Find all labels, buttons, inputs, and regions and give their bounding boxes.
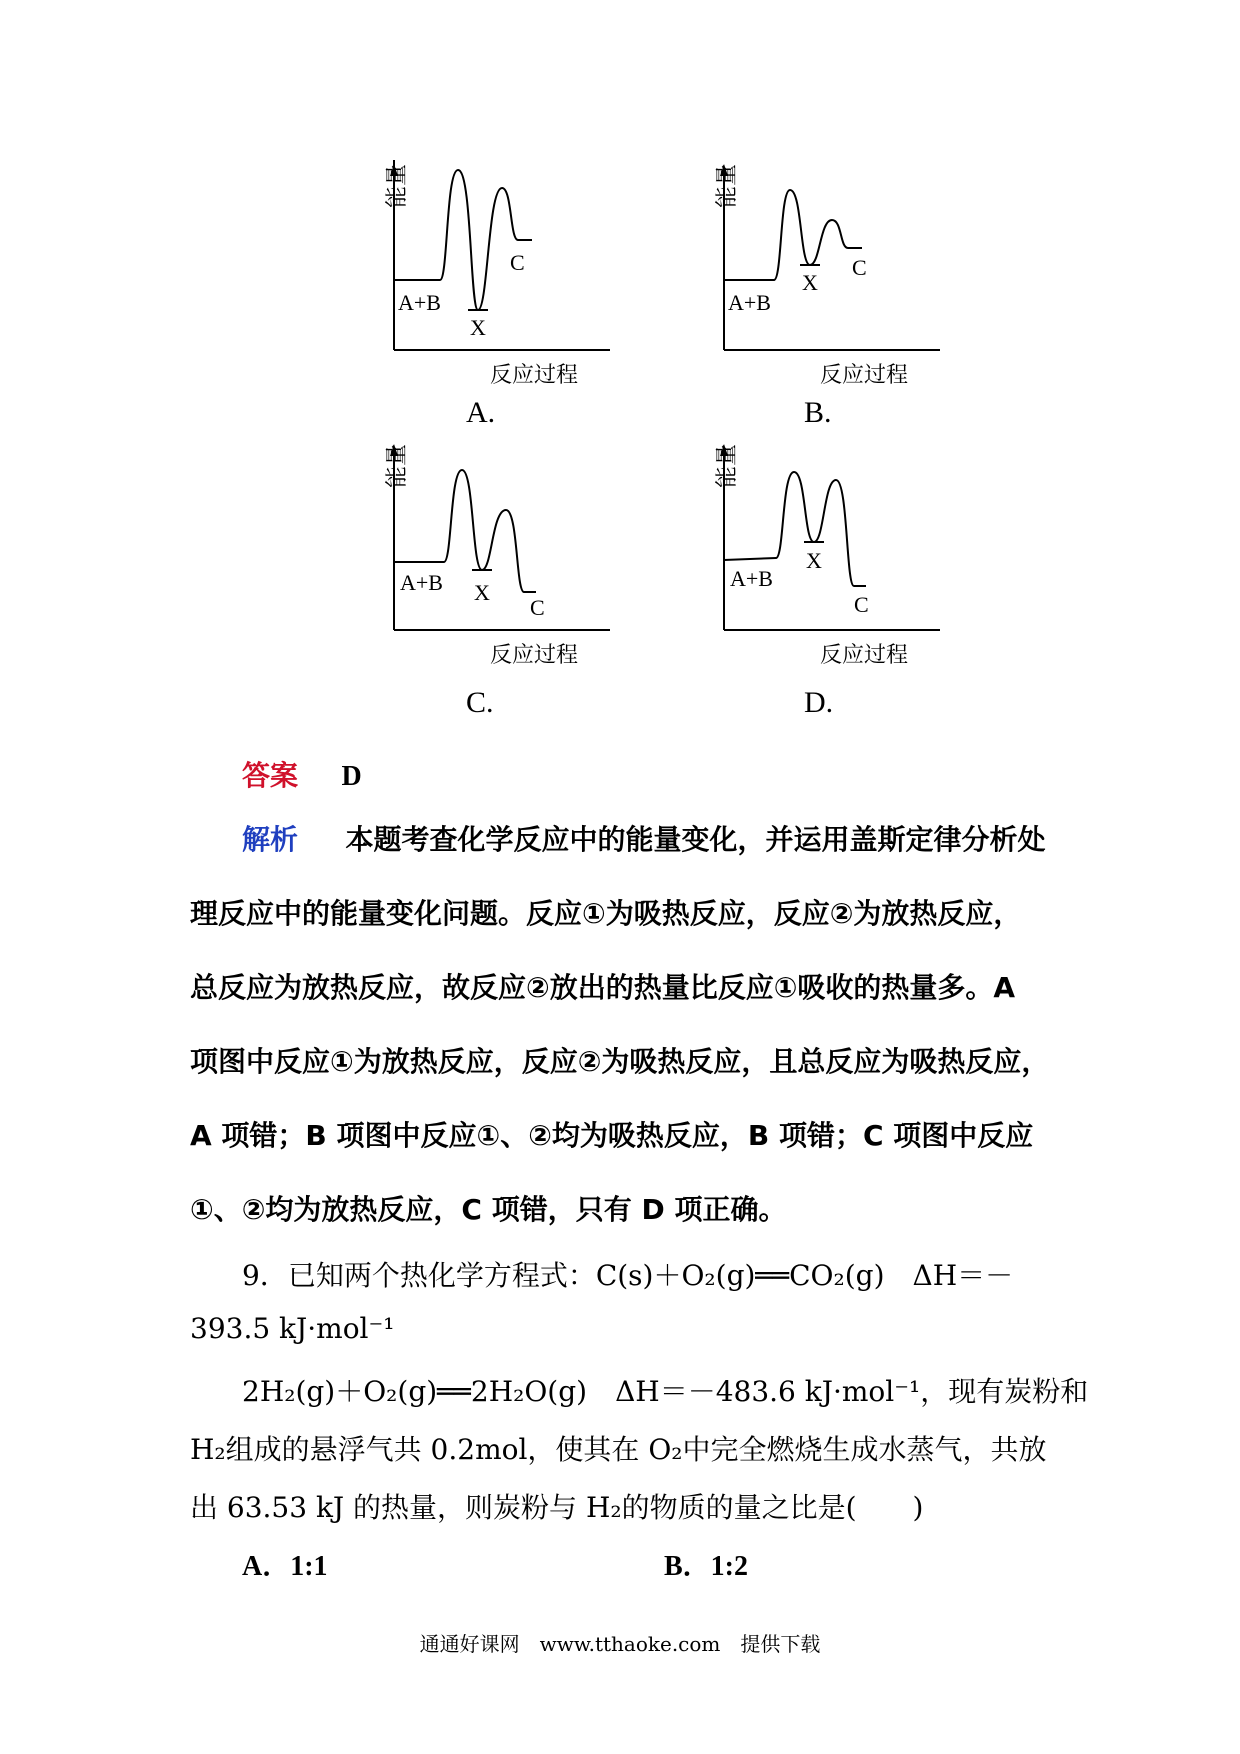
svg-text:C: C — [854, 592, 869, 617]
svg-text:X: X — [806, 548, 822, 573]
energy-diagram-b — [690, 160, 950, 388]
analysis-line-3: 总反应为放热反应，故反应②放出的热量比反应①吸收的热量多。A — [190, 971, 1016, 1004]
svg-text:X: X — [802, 270, 818, 295]
question-line-1: 9．已知两个热化学方程式：C(s)＋O₂(g)══CO₂(g) ΔH＝－ — [242, 1259, 1014, 1292]
svg-text:反应过程: 反应过程 — [490, 363, 579, 388]
energy-diagram-a — [360, 160, 620, 388]
svg-text:A+B: A+B — [398, 290, 441, 315]
analysis-line-4: 项图中反应①为放热反应，反应②为吸热反应，且总反应为吸热反应， — [190, 1045, 1050, 1078]
energy-diagram-c — [360, 440, 620, 668]
analysis-tag: 解析 — [242, 823, 299, 856]
option-label-a: A. — [466, 396, 496, 429]
svg-text:反应过程: 反应过程 — [490, 643, 579, 668]
analysis-line-2: 理反应中的能量变化问题。反应①为吸热反应，反应②为放热反应， — [190, 897, 1022, 930]
question-line-4: H₂组成的悬浮气共 0.2mol，使其在 O₂中完全燃烧生成水蒸气，共放 — [190, 1433, 1047, 1466]
svg-text:能量: 能量 — [385, 443, 410, 488]
answer-line — [242, 754, 1112, 794]
svg-text:C: C — [530, 595, 545, 620]
svg-text:能量: 能量 — [715, 163, 740, 208]
svg-text:A+B: A+B — [728, 290, 771, 315]
question-line-5: 出 63.53 kJ 的热量，则炭粉与 H₂的物质的量之比是( ) — [190, 1491, 924, 1524]
answer-value: D — [341, 761, 362, 792]
question-number: 9． — [242, 1259, 288, 1292]
energy-diagram-d — [690, 440, 950, 668]
svg-text:A+B: A+B — [730, 566, 773, 591]
option-label-b: B. — [804, 396, 832, 429]
analysis-line-5: A 项错；B 项图中反应①、②均为吸热反应，B 项错；C 项图中反应 — [190, 1119, 1034, 1152]
svg-text:C: C — [852, 255, 867, 280]
choice-b[interactable]: B．1:2 — [664, 1551, 749, 1582]
question-line-3: 2H₂(g)＋O₂(g)══2H₂O(g) ΔH＝－483.6 kJ·mol⁻¹，现有炭粉和 — [242, 1375, 1089, 1408]
svg-text:反应过程: 反应过程 — [820, 643, 909, 668]
answer-tag: 答案 — [242, 759, 299, 792]
svg-text:X: X — [474, 580, 490, 605]
analysis-line-1: 解析 本题考查化学反应中的能量变化，并运用盖斯定律分析处 — [242, 823, 1046, 856]
option-label-c: C. — [466, 686, 494, 719]
question-line-2: 393.5 kJ·mol⁻¹ — [190, 1312, 395, 1345]
svg-text:X: X — [470, 315, 486, 340]
analysis-line-6: ①、②均为放热反应，C 项错，只有 D 项正确。 — [190, 1193, 787, 1226]
option-label-d: D. — [804, 686, 834, 719]
choice-a[interactable]: A．1:1 — [242, 1551, 328, 1582]
footer-text: 通通好课网 www.tthaoke.com 提供下载 — [419, 1632, 821, 1656]
svg-text:能量: 能量 — [715, 443, 740, 488]
svg-text:反应过程: 反应过程 — [820, 363, 909, 388]
svg-text:C: C — [510, 250, 525, 275]
y-axis-label: 能量 — [385, 163, 410, 208]
svg-text:A+B: A+B — [400, 570, 443, 595]
